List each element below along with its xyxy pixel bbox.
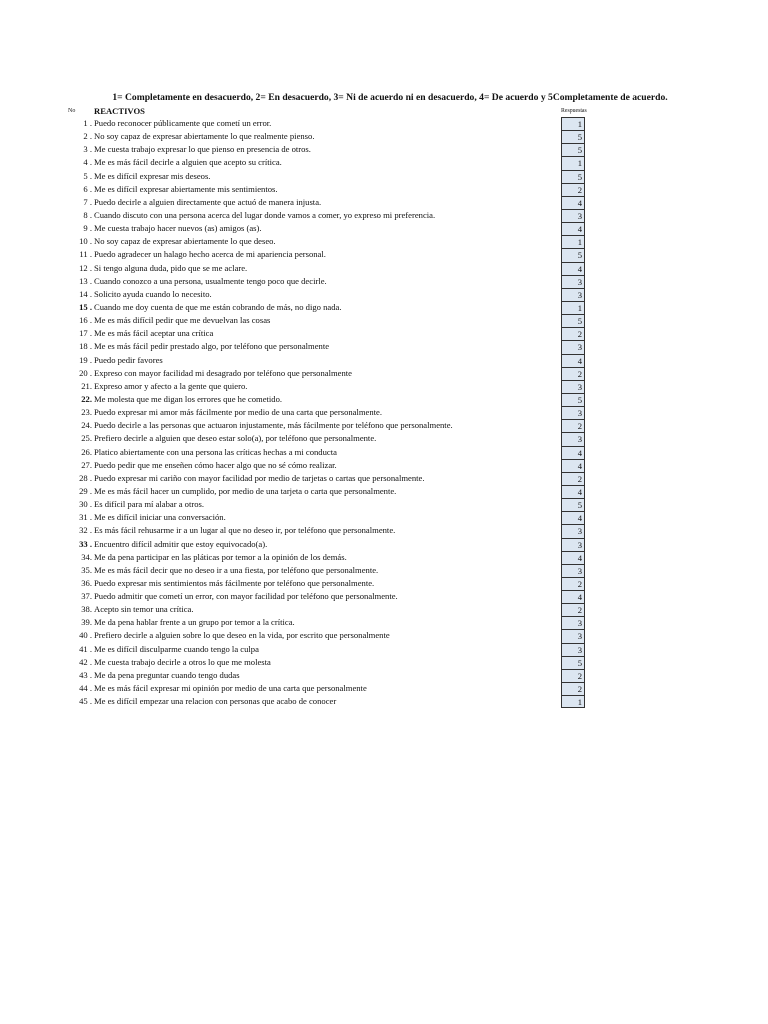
item-number: 37. <box>81 591 92 602</box>
item-number: 33 . <box>79 538 92 549</box>
item-number: 25. <box>81 433 92 444</box>
item-text: Puedo expresar mis sentimientos más fácilmente por teléfono que personalmente. <box>94 577 375 588</box>
table-row <box>0 695 768 708</box>
item-number: 12 . <box>79 262 92 273</box>
item-number: 17 . <box>79 328 92 339</box>
item-number: 2 . <box>83 131 92 142</box>
table-row <box>0 327 768 340</box>
response-cell[interactable]: 5 <box>561 143 585 156</box>
response-cell[interactable]: 3 <box>561 209 585 222</box>
response-cell[interactable]: 5 <box>561 498 585 511</box>
item-text: Me es difícil expresar mis deseos. <box>94 170 211 181</box>
response-cell[interactable]: 3 <box>561 643 585 656</box>
item-text: Es más fácil rehusarme ir a un lugar al que no deseo ir, por teléfono que personalmente. <box>94 525 396 536</box>
item-text: Prefiero decirle a alguien sobre lo que deseo en la vida, por escrito que personalmente <box>94 630 390 641</box>
response-cell[interactable]: 5 <box>561 248 585 261</box>
item-number: 1 . <box>83 118 92 128</box>
item-number: 4 . <box>83 157 92 168</box>
item-text: No soy capaz de expresar abiertamente lo que deseo. <box>94 236 276 247</box>
item-number: 15 . <box>79 301 92 312</box>
table-row <box>0 156 768 169</box>
table-row <box>0 432 768 445</box>
table-row <box>0 222 768 235</box>
response-cell[interactable]: 4 <box>561 354 585 367</box>
item-number: 43 . <box>79 669 92 680</box>
response-cell[interactable]: 3 <box>561 340 585 353</box>
column-header-number: No <box>68 108 76 114</box>
item-number: 36. <box>81 577 92 588</box>
table-row <box>0 196 768 209</box>
response-cell[interactable]: 2 <box>561 669 585 682</box>
item-text: No soy capaz de expresar abiertamente lo que realmente pienso. <box>94 131 315 142</box>
response-cell[interactable]: 2 <box>561 367 585 380</box>
item-number: 28 . <box>79 472 92 483</box>
item-number: 41 . <box>79 643 92 654</box>
item-number: 24. <box>81 420 92 431</box>
table-row <box>0 275 768 288</box>
item-number: 31 . <box>79 512 92 523</box>
item-text: Me cuesta trabajo hacer nuevos (as) amigos (as). <box>94 223 262 234</box>
table-row <box>0 288 768 301</box>
item-number: 8 . <box>83 209 92 220</box>
response-cell[interactable]: 3 <box>561 616 585 629</box>
item-text: Me cuesta trabajo decirle a otros lo que me molesta <box>94 656 271 667</box>
table-row <box>0 577 768 590</box>
item-text: Me es difícil empezar una relacion con personas que acabo de conocer <box>94 696 337 707</box>
item-text: Puedo admitir que cometí un error, con mayor facilidad por teléfono que personalmente. <box>94 591 398 602</box>
response-cell[interactable]: 3 <box>561 406 585 419</box>
table-row <box>0 393 768 406</box>
table-row <box>0 538 768 551</box>
response-cell[interactable]: 3 <box>561 275 585 288</box>
table-row <box>0 354 768 367</box>
item-number: 3 . <box>83 144 92 155</box>
questionnaire-table <box>0 117 768 708</box>
table-row <box>0 380 768 393</box>
response-cell[interactable]: 2 <box>561 472 585 485</box>
item-text: Puedo reconocer públicamente que cometí un error. <box>94 118 272 128</box>
table-row <box>0 117 768 130</box>
item-number: 40 . <box>79 630 92 641</box>
table-row <box>0 143 768 156</box>
item-number: 11 . <box>79 249 92 260</box>
item-text: Prefiero decirle a alguien que deseo estar solo(a), por teléfono que personalmente. <box>94 433 377 444</box>
response-cell[interactable]: 1 <box>561 117 585 130</box>
response-cell[interactable]: 4 <box>561 262 585 275</box>
response-cell[interactable]: 3 <box>561 564 585 577</box>
item-number: 45 . <box>79 696 92 707</box>
table-row <box>0 446 768 459</box>
response-cell[interactable]: 4 <box>561 511 585 524</box>
table-row <box>0 419 768 432</box>
table-row <box>0 643 768 656</box>
item-text: Si tengo alguna duda, pido que se me aclare. <box>94 262 248 273</box>
item-text: Me es más difícil pedir que me devuelvan las cosas <box>94 315 271 326</box>
item-number: 13 . <box>79 275 92 286</box>
table-row <box>0 656 768 669</box>
item-number: 23. <box>81 407 92 418</box>
item-number: 30 . <box>79 499 92 510</box>
table-row <box>0 472 768 485</box>
item-number: 27. <box>81 459 92 470</box>
item-text: Me es difícil iniciar una conversación. <box>94 512 226 523</box>
column-header-reactivos: REACTIVOS <box>94 106 145 116</box>
item-text: Puedo decirle a alguien directamente que actuó de manera injusta. <box>94 196 322 207</box>
item-text: Solicito ayuda cuando lo necesito. <box>94 288 212 299</box>
response-cell[interactable]: 4 <box>561 551 585 564</box>
item-number: 19 . <box>79 354 92 365</box>
table-row <box>0 564 768 577</box>
item-text: Puedo pedir que me enseñen cómo hacer algo que no sé cómo realizar. <box>94 459 337 470</box>
item-number: 22. <box>81 393 92 404</box>
table-row <box>0 209 768 222</box>
table-row <box>0 590 768 603</box>
table-row <box>0 669 768 682</box>
item-text: Me es más fácil decirle a alguien que acepto su crítica. <box>94 157 282 168</box>
table-row <box>0 248 768 261</box>
response-cell[interactable]: 2 <box>561 603 585 616</box>
table-row <box>0 301 768 314</box>
response-cell[interactable]: 3 <box>561 380 585 393</box>
item-text: Cuando conozco a una persona, usualmente tengo poco que decirle. <box>94 275 327 286</box>
item-text: Puedo agradecer un halago hecho acerca de mi apariencia personal. <box>94 249 326 260</box>
response-cell[interactable]: 1 <box>561 695 585 708</box>
response-cell[interactable]: 4 <box>561 446 585 459</box>
item-text: Puedo expresar mi amor más fácilmente por medio de una carta que personalmente. <box>94 407 383 418</box>
response-cell[interactable]: 2 <box>561 577 585 590</box>
item-number: 16 . <box>79 315 92 326</box>
item-number: 7 . <box>83 196 92 207</box>
item-text: Expreso amor y afecto a la gente que quiero. <box>94 380 248 391</box>
response-cell[interactable]: 4 <box>561 196 585 209</box>
item-number: 39. <box>81 617 92 628</box>
table-row <box>0 511 768 524</box>
item-number: 21. <box>81 380 92 391</box>
item-number: 42 . <box>79 656 92 667</box>
item-number: 9 . <box>83 223 92 234</box>
item-number: 35. <box>81 564 92 575</box>
item-text: Me es más fácil hacer un cumplido, por medio de una tarjeta o carta que personalmente. <box>94 485 397 496</box>
table-row <box>0 498 768 511</box>
table-row <box>0 314 768 327</box>
response-cell[interactable]: 3 <box>561 432 585 445</box>
response-cell[interactable]: 4 <box>561 459 585 472</box>
response-cell[interactable]: 3 <box>561 524 585 537</box>
item-text: Me es más fácil aceptar una crítica <box>94 328 214 339</box>
item-text: Me es difícil disculparme cuando tengo la culpa <box>94 643 259 654</box>
item-number: 18 . <box>79 341 92 352</box>
item-text: Es difícil para mí alabar a otros. <box>94 499 205 510</box>
response-cell[interactable]: 4 <box>561 222 585 235</box>
table-row <box>0 183 768 196</box>
item-text: Me da pena hablar frente a un grupo por temor a la crítica. <box>94 617 295 628</box>
response-cell[interactable]: 3 <box>561 629 585 642</box>
response-cell[interactable]: 5 <box>561 314 585 327</box>
item-number: 26. <box>81 446 92 457</box>
rating-legend: 1= Completamente en desacuerdo, 2= En desacuerdo, 3= Ni de acuerdo ni en desacuerdo, 4= De acuerdo y 5Completamente de acuerdo. <box>112 92 668 103</box>
table-row <box>0 524 768 537</box>
table-row <box>0 629 768 642</box>
table-row <box>0 603 768 616</box>
item-text: Me es más fácil decir que no deseo ir a una fiesta, por teléfono que personalmente. <box>94 564 379 575</box>
item-number: 5 . <box>83 170 92 181</box>
item-number: 38. <box>81 604 92 615</box>
table-row <box>0 130 768 143</box>
item-text: Puedo expresar mi cariño con mayor facilidad por medio de tarjetas o cartas que personalmente. <box>94 472 425 483</box>
item-text: Me es difícil expresar abiertamente mis sentimientos. <box>94 183 278 194</box>
response-cell[interactable]: 2 <box>561 682 585 695</box>
item-number: 44 . <box>79 683 92 694</box>
table-row <box>0 682 768 695</box>
response-cell[interactable]: 5 <box>561 170 585 183</box>
item-text: Me da pena participar en las pláticas por temor a la opinión de los demás. <box>94 551 347 562</box>
response-cell[interactable]: 1 <box>561 235 585 248</box>
item-number: 14 . <box>79 288 92 299</box>
item-number: 6 . <box>83 183 92 194</box>
item-text: Cuando discuto con una persona acerca del lugar donde vamos a comer, yo expreso mi preferencia. <box>94 209 436 220</box>
item-number: 32 . <box>79 525 92 536</box>
response-cell[interactable]: 1 <box>561 156 585 169</box>
table-row <box>0 485 768 498</box>
item-text: Platico abiertamente con una persona las críticas hechas a mi conducta <box>94 446 337 457</box>
response-cell[interactable]: 1 <box>561 301 585 314</box>
item-number: 20 . <box>79 367 92 378</box>
table-row <box>0 262 768 275</box>
response-cell[interactable]: 5 <box>561 656 585 669</box>
response-cell[interactable]: 4 <box>561 590 585 603</box>
item-text: Encuentro difícil admitir que estoy equivocado(a). <box>94 538 268 549</box>
column-header-respuestas: Respuestas <box>561 108 587 114</box>
item-number: 34. <box>81 551 92 562</box>
response-cell[interactable]: 2 <box>561 327 585 340</box>
table-row <box>0 616 768 629</box>
item-text: Me molesta que me digan los errores que he cometido. <box>94 393 283 404</box>
item-text: Me es más fácil expresar mi opinión por medio de una carta que personalmente <box>94 683 367 694</box>
table-row <box>0 551 768 564</box>
item-text: Cuando me doy cuenta de que me están cobrando de más, no digo nada. <box>94 301 342 312</box>
response-cell[interactable]: 2 <box>561 183 585 196</box>
response-cell[interactable]: 5 <box>561 130 585 143</box>
table-row <box>0 459 768 472</box>
response-cell[interactable]: 4 <box>561 485 585 498</box>
response-cell[interactable]: 3 <box>561 538 585 551</box>
response-cell[interactable]: 5 <box>561 393 585 406</box>
table-row <box>0 367 768 380</box>
item-number: 29 . <box>79 485 92 496</box>
item-number: 10 . <box>79 236 92 247</box>
item-text: Puedo decirle a las personas que actuaron injustamente, más fácilmente por teléfono que personalmente. <box>94 420 453 431</box>
item-text: Me cuesta trabajo expresar lo que pienso en presencia de otros. <box>94 144 311 155</box>
table-row <box>0 340 768 353</box>
item-text: Me es más fácil pedir prestado algo, por teléfono que personalmente <box>94 341 330 352</box>
item-text: Puedo pedir favores <box>94 354 163 365</box>
response-cell[interactable]: 3 <box>561 288 585 301</box>
item-text: Expreso con mayor facilidad mi desagrado por teléfono que personalmente <box>94 367 352 378</box>
response-cell[interactable]: 2 <box>561 419 585 432</box>
table-row <box>0 235 768 248</box>
item-text: Acepto sin temor una crítica. <box>94 604 194 615</box>
table-row <box>0 170 768 183</box>
item-text: Me da pena preguntar cuando tengo dudas <box>94 669 240 680</box>
table-row <box>0 406 768 419</box>
